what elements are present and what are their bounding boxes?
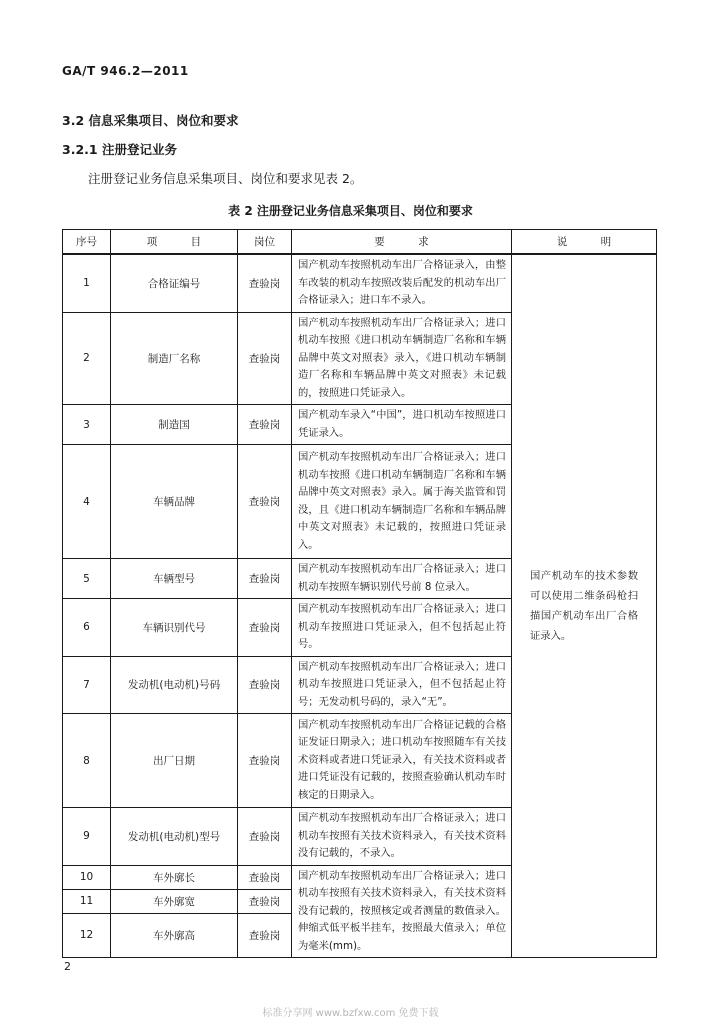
cell-seq: 12 bbox=[63, 913, 111, 957]
cell-req: 国产机动车按照机动车出厂合格证录入；进口机动车按照进口凭证录入，但不包括起止符号。 bbox=[292, 599, 512, 657]
header-seq: 序号 bbox=[63, 230, 111, 255]
table-caption: 表 2 注册登记业务信息采集项目、岗位和要求 bbox=[228, 204, 473, 218]
cell-post: 查验岗 bbox=[238, 599, 292, 657]
registration-table bbox=[62, 229, 657, 958]
cell-seq: 2 bbox=[63, 312, 111, 405]
header-post: 岗位 bbox=[238, 230, 292, 255]
standard-code: GA/T 946.2—2011 bbox=[62, 64, 189, 78]
cell-seq: 1 bbox=[63, 254, 111, 312]
cell-post: 查验岗 bbox=[238, 865, 292, 889]
cell-post: 查验岗 bbox=[238, 559, 292, 599]
cell-post: 查验岗 bbox=[238, 445, 292, 559]
cell-item: 车辆品牌 bbox=[111, 445, 238, 559]
table-header-row bbox=[63, 230, 657, 255]
cell-seq: 5 bbox=[63, 559, 111, 599]
cell-item: 发动机(电动机)号码 bbox=[111, 656, 238, 714]
cell-item: 车外廓高 bbox=[111, 913, 238, 957]
cell-post: 查验岗 bbox=[238, 656, 292, 714]
cell-item: 车辆识别代号 bbox=[111, 599, 238, 657]
cell-seq: 6 bbox=[63, 599, 111, 657]
cell-req: 国产机动车按照机动车出厂合格证录入；进口机动车按照《进口机动车辆制造厂名称和车辆品牌中英文对照表》录入。属于海关监管和罚没，且《进口机动车辆制造厂名称和车辆品牌中英文对照表》未记载的，按照进口凭证录入。 bbox=[292, 445, 512, 559]
cell-item: 合格证编号 bbox=[111, 254, 238, 312]
cell-seq: 10 bbox=[63, 865, 111, 889]
cell-seq: 4 bbox=[63, 445, 111, 559]
cell-item: 车辆型号 bbox=[111, 559, 238, 599]
cell-post: 查验岗 bbox=[238, 312, 292, 405]
cell-seq: 7 bbox=[63, 656, 111, 714]
cell-item: 制造国 bbox=[111, 405, 238, 445]
cell-post: 查验岗 bbox=[238, 254, 292, 312]
cell-item: 发动机(电动机)型号 bbox=[111, 808, 238, 866]
cell-req: 国产机动车按照机动车出厂合格证录入，由整车改装的机动车按照改装后配发的机动车出厂合格证录入；进口车不录入。 bbox=[292, 254, 512, 312]
page-number: 2 bbox=[64, 960, 71, 973]
cell-item: 车外廓长 bbox=[111, 865, 238, 889]
header-req: 要 求 bbox=[292, 230, 512, 255]
merged-req-cell: 国产机动车按照机动车出厂合格证录入；进口机动车按照有关技术资料录入，有关技术资料没有记载的，按照核定或者测量的数值录入。伸缩式低平板半挂车，按照最大值录入；单位为毫米(mm)。 bbox=[292, 865, 512, 958]
cell-post: 查验岗 bbox=[238, 889, 292, 913]
cell-item: 出厂日期 bbox=[111, 714, 238, 808]
cell-seq: 11 bbox=[63, 889, 111, 913]
cell-req: 国产机动车按照机动车出厂合格证记载的合格证发证日期录入；进口机动车按照随车有关技术资料或者进口凭证录入，有关技术资料或者进口凭证没有记载的，按照查验确认机动车时核定的日期录入。 bbox=[292, 714, 512, 808]
cell-req: 国产机动车录入“中国”，进口机动车按照进口凭证录入。 bbox=[292, 405, 512, 445]
section-3-2-title: 3.2 信息采集项目、岗位和要求 bbox=[62, 113, 239, 128]
cell-post: 查验岗 bbox=[238, 913, 292, 957]
cell-item: 制造厂名称 bbox=[111, 312, 238, 405]
cell-req: 国产机动车按照机动车出厂合格证录入；进口机动车按照进口凭证录入，但不包括起止符号；无发动机号码的，录入“无”。 bbox=[292, 656, 512, 714]
header-note: 说 明 bbox=[512, 230, 657, 255]
cell-req: 国产机动车按照机动车出厂合格证录入；进口机动车按照车辆识别代号前 8 位录入。 bbox=[292, 559, 512, 599]
cell-post: 查验岗 bbox=[238, 808, 292, 866]
section-3-2-1-title: 3.2.1 注册登记业务 bbox=[62, 142, 177, 157]
watermark-text: 标准分享网 www.bzfxw.com 免费下载 bbox=[262, 1008, 439, 1019]
cell-req: 国产机动车按照机动车出厂合格证录入；进口机动车按照有关技术资料录入，有关技术资料没有记载的，不录入。 bbox=[292, 808, 512, 866]
cell-req: 国产机动车按照机动车出厂合格证录入；进口机动车按照《进口机动车辆制造厂名称和车辆品牌中英文对照表》录入，《进口机动车辆制造厂名称和车辆品牌中英文对照表》未记载的，按照进口凭证录入。 bbox=[292, 312, 512, 405]
cell-seq: 3 bbox=[63, 405, 111, 445]
table-row bbox=[63, 254, 657, 312]
intro-paragraph: 注册登记业务信息采集项目、岗位和要求见表 2。 bbox=[88, 171, 363, 186]
cell-seq: 9 bbox=[63, 808, 111, 866]
cell-post: 查验岗 bbox=[238, 405, 292, 445]
cell-seq: 8 bbox=[63, 714, 111, 808]
merged-note-cell: 国产机动车的技术参数可以使用二维条码枪扫描国产机动车出厂合格证录入。 bbox=[512, 254, 657, 958]
cell-post: 查验岗 bbox=[238, 714, 292, 808]
cell-item: 车外廓宽 bbox=[111, 889, 238, 913]
header-item: 项 目 bbox=[111, 230, 238, 255]
